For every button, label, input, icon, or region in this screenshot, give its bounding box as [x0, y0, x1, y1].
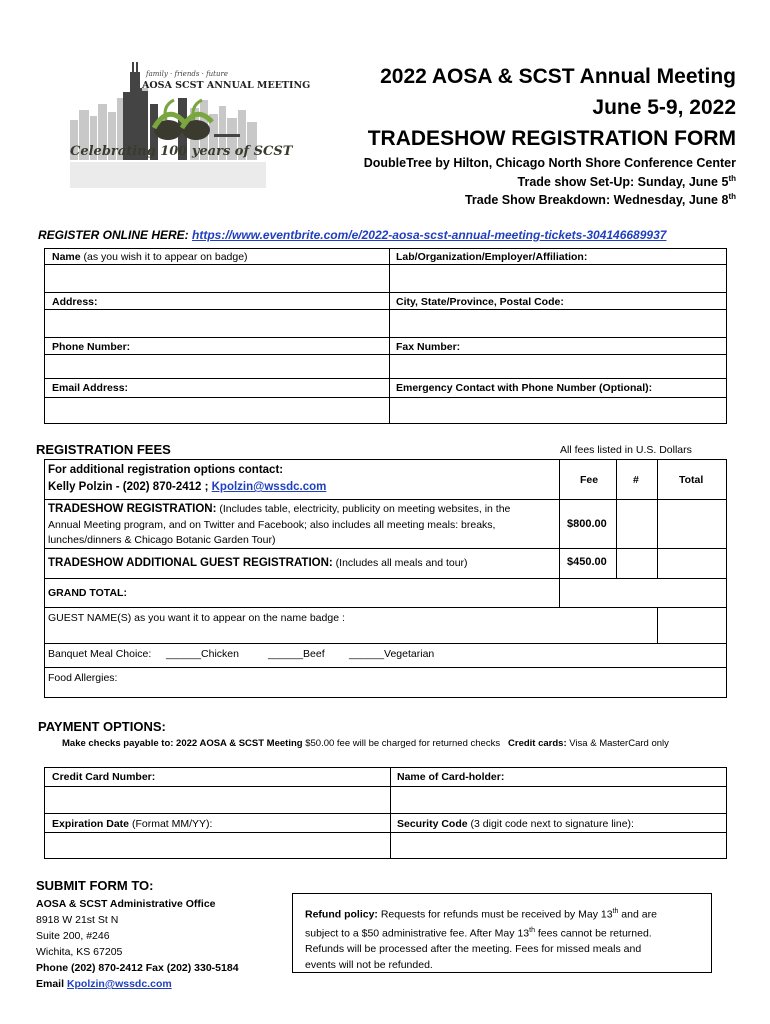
- card-number-field[interactable]: [44, 786, 391, 814]
- logo-banner: Celebrating 100 years of SCST: [70, 144, 293, 159]
- submit-heading: SUBMIT FORM TO:: [36, 878, 154, 893]
- refund-policy-box: [292, 893, 712, 973]
- grand-total-label: GRAND TOTAL:: [48, 587, 127, 599]
- guest-total-field[interactable]: [657, 548, 727, 579]
- banquet-beef[interactable]: ______Beef: [268, 648, 325, 660]
- grand-total-field[interactable]: [559, 578, 727, 608]
- registration-link[interactable]: https://www.eventbrite.com/e/2022-aosa-scst-annual-meeting-tickets-304146689937: [192, 228, 667, 242]
- tradeshow-qty-field[interactable]: [616, 499, 658, 549]
- refund-line2: subject to a $50 administrative fee. After May 13th fees cannot be returned.: [305, 926, 652, 939]
- name-label: Name (as you wish it to appear on badge): [52, 251, 248, 263]
- emergency-field[interactable]: [389, 397, 727, 424]
- total-column-label: Total: [679, 474, 704, 486]
- submit-addr3: Wichita, KS 67205: [36, 946, 123, 958]
- venue: DoubleTree by Hilton, Chicago North Shore Conference Center: [363, 156, 736, 170]
- tradeshow-fee: $800.00: [567, 518, 607, 530]
- tradeshow-desc-line2: Annual Meeting program, and on Twitter and Facebook; also includes all meeting meals: breaks,: [48, 519, 496, 531]
- banquet-vegetarian[interactable]: ______Vegetarian: [349, 648, 435, 660]
- guest-qty-field[interactable]: [616, 548, 658, 579]
- name-field[interactable]: [44, 264, 390, 293]
- form-title: TRADESHOW REGISTRATION FORM: [367, 127, 736, 150]
- refund-line1: Refund policy: Requests for refunds must be received by May 13th and are: [305, 908, 657, 921]
- logo-tagline: family · friends · future: [146, 70, 228, 78]
- submit-email-line: Email Kpolzin@wssdc.com: [36, 978, 172, 990]
- fax-label: Fax Number:: [396, 341, 461, 353]
- payment-heading: PAYMENT OPTIONS:: [38, 719, 166, 734]
- submit-addr1: 8918 W 21st St N: [36, 914, 119, 926]
- submit-addr2: Suite 200, #246: [36, 930, 110, 942]
- food-allergies-label: Food Allergies:: [48, 672, 118, 684]
- submit-email-link[interactable]: Kpolzin@wssdc.com: [66, 978, 172, 990]
- refund-line4: events will not be refunded.: [305, 959, 433, 971]
- fax-field[interactable]: [389, 354, 727, 379]
- email-label: Email Address:: [52, 382, 129, 394]
- guest-desc: TRADESHOW ADDITIONAL GUEST REGISTRATION: (Includes all meals and tour): [48, 557, 468, 569]
- register-online: [38, 228, 666, 242]
- breakdown-date: Trade Show Breakdown: Wednesday, June 8th: [464, 192, 736, 208]
- meeting-title: 2022 AOSA & SCST Annual Meeting: [380, 65, 736, 88]
- submit-org: AOSA & SCST Administrative Office: [36, 898, 216, 910]
- fee-column-label: Fee: [580, 474, 599, 486]
- guest-names-label: GUEST NAME(S) as you want it to appear on the name badge :: [48, 612, 345, 624]
- event-logo: [70, 58, 311, 188]
- submit-phone: Phone (202) 870-2412 Fax (202) 330-5184: [36, 962, 239, 974]
- submit-address: [36, 896, 239, 992]
- refund-line3: Refunds will be processed after the meeting. Fees for missed meals and: [305, 943, 642, 955]
- security-label: Security Code (3 digit code next to signature line):: [397, 818, 634, 830]
- setup-date: Trade show Set-Up: Sunday, June 5th: [517, 174, 736, 190]
- emergency-label: Emergency Contact with Phone Number (Optional):: [396, 382, 653, 394]
- tradeshow-desc-line1: TRADESHOW REGISTRATION: (Includes table, electricity, publicity on meeting websites, in the: [48, 503, 511, 515]
- fees-heading: REGISTRATION FEES: [36, 442, 171, 457]
- city-label: City, State/Province, Postal Code:: [396, 296, 564, 308]
- fees-contact-line2: Kelly Polzin - (202) 870-2412 ; Kpolzin@wssdc.com: [48, 481, 327, 493]
- expiration-field[interactable]: [44, 832, 391, 859]
- food-allergies-field[interactable]: [44, 667, 727, 698]
- fees-contact-email[interactable]: Kpolzin@wssdc.com: [211, 481, 327, 493]
- card-number-label: Credit Card Number:: [52, 771, 156, 783]
- city-field[interactable]: [389, 309, 727, 338]
- org-label: Lab/Organization/Employer/Affiliation:: [396, 251, 588, 263]
- card-holder-field[interactable]: [390, 786, 727, 814]
- phone-label: Phone Number:: [52, 341, 131, 353]
- register-online-label: REGISTER ONLINE HERE:: [38, 228, 193, 242]
- tradeshow-total-field[interactable]: [657, 499, 727, 549]
- fees-contact-line1: For additional registration options contact:: [48, 464, 284, 476]
- org-field[interactable]: [389, 264, 727, 293]
- logo-name: AOSA SCST ANNUAL MEETING: [142, 80, 311, 91]
- banquet-chicken[interactable]: ______Chicken: [166, 648, 239, 660]
- phone-field[interactable]: [44, 354, 390, 379]
- currency-note: All fees listed in U.S. Dollars: [560, 444, 692, 456]
- guest-names-side-cell: [657, 607, 727, 644]
- card-holder-label: Name of Card-holder:: [397, 771, 505, 783]
- security-code-field[interactable]: [390, 832, 727, 859]
- address-label: Address:: [52, 296, 98, 308]
- expiration-label: Expiration Date (Format MM/YY):: [52, 818, 213, 830]
- meeting-dates: June 5-9, 2022: [592, 96, 736, 119]
- email-field[interactable]: [44, 397, 390, 424]
- guest-fee: $450.00: [567, 556, 607, 568]
- banquet-label: Banquet Meal Choice:: [48, 648, 152, 660]
- qty-column-label: #: [633, 474, 639, 486]
- tradeshow-desc-line3: lunches/dinners & Chicago Botanic Garden Tour): [48, 534, 276, 546]
- address-field[interactable]: [44, 309, 390, 338]
- payment-terms: Make checks payable to: 2022 AOSA & SCST Meeting $50.00 fee will be charged for returned checks Credit cards: Visa & MasterCard only: [62, 738, 669, 749]
